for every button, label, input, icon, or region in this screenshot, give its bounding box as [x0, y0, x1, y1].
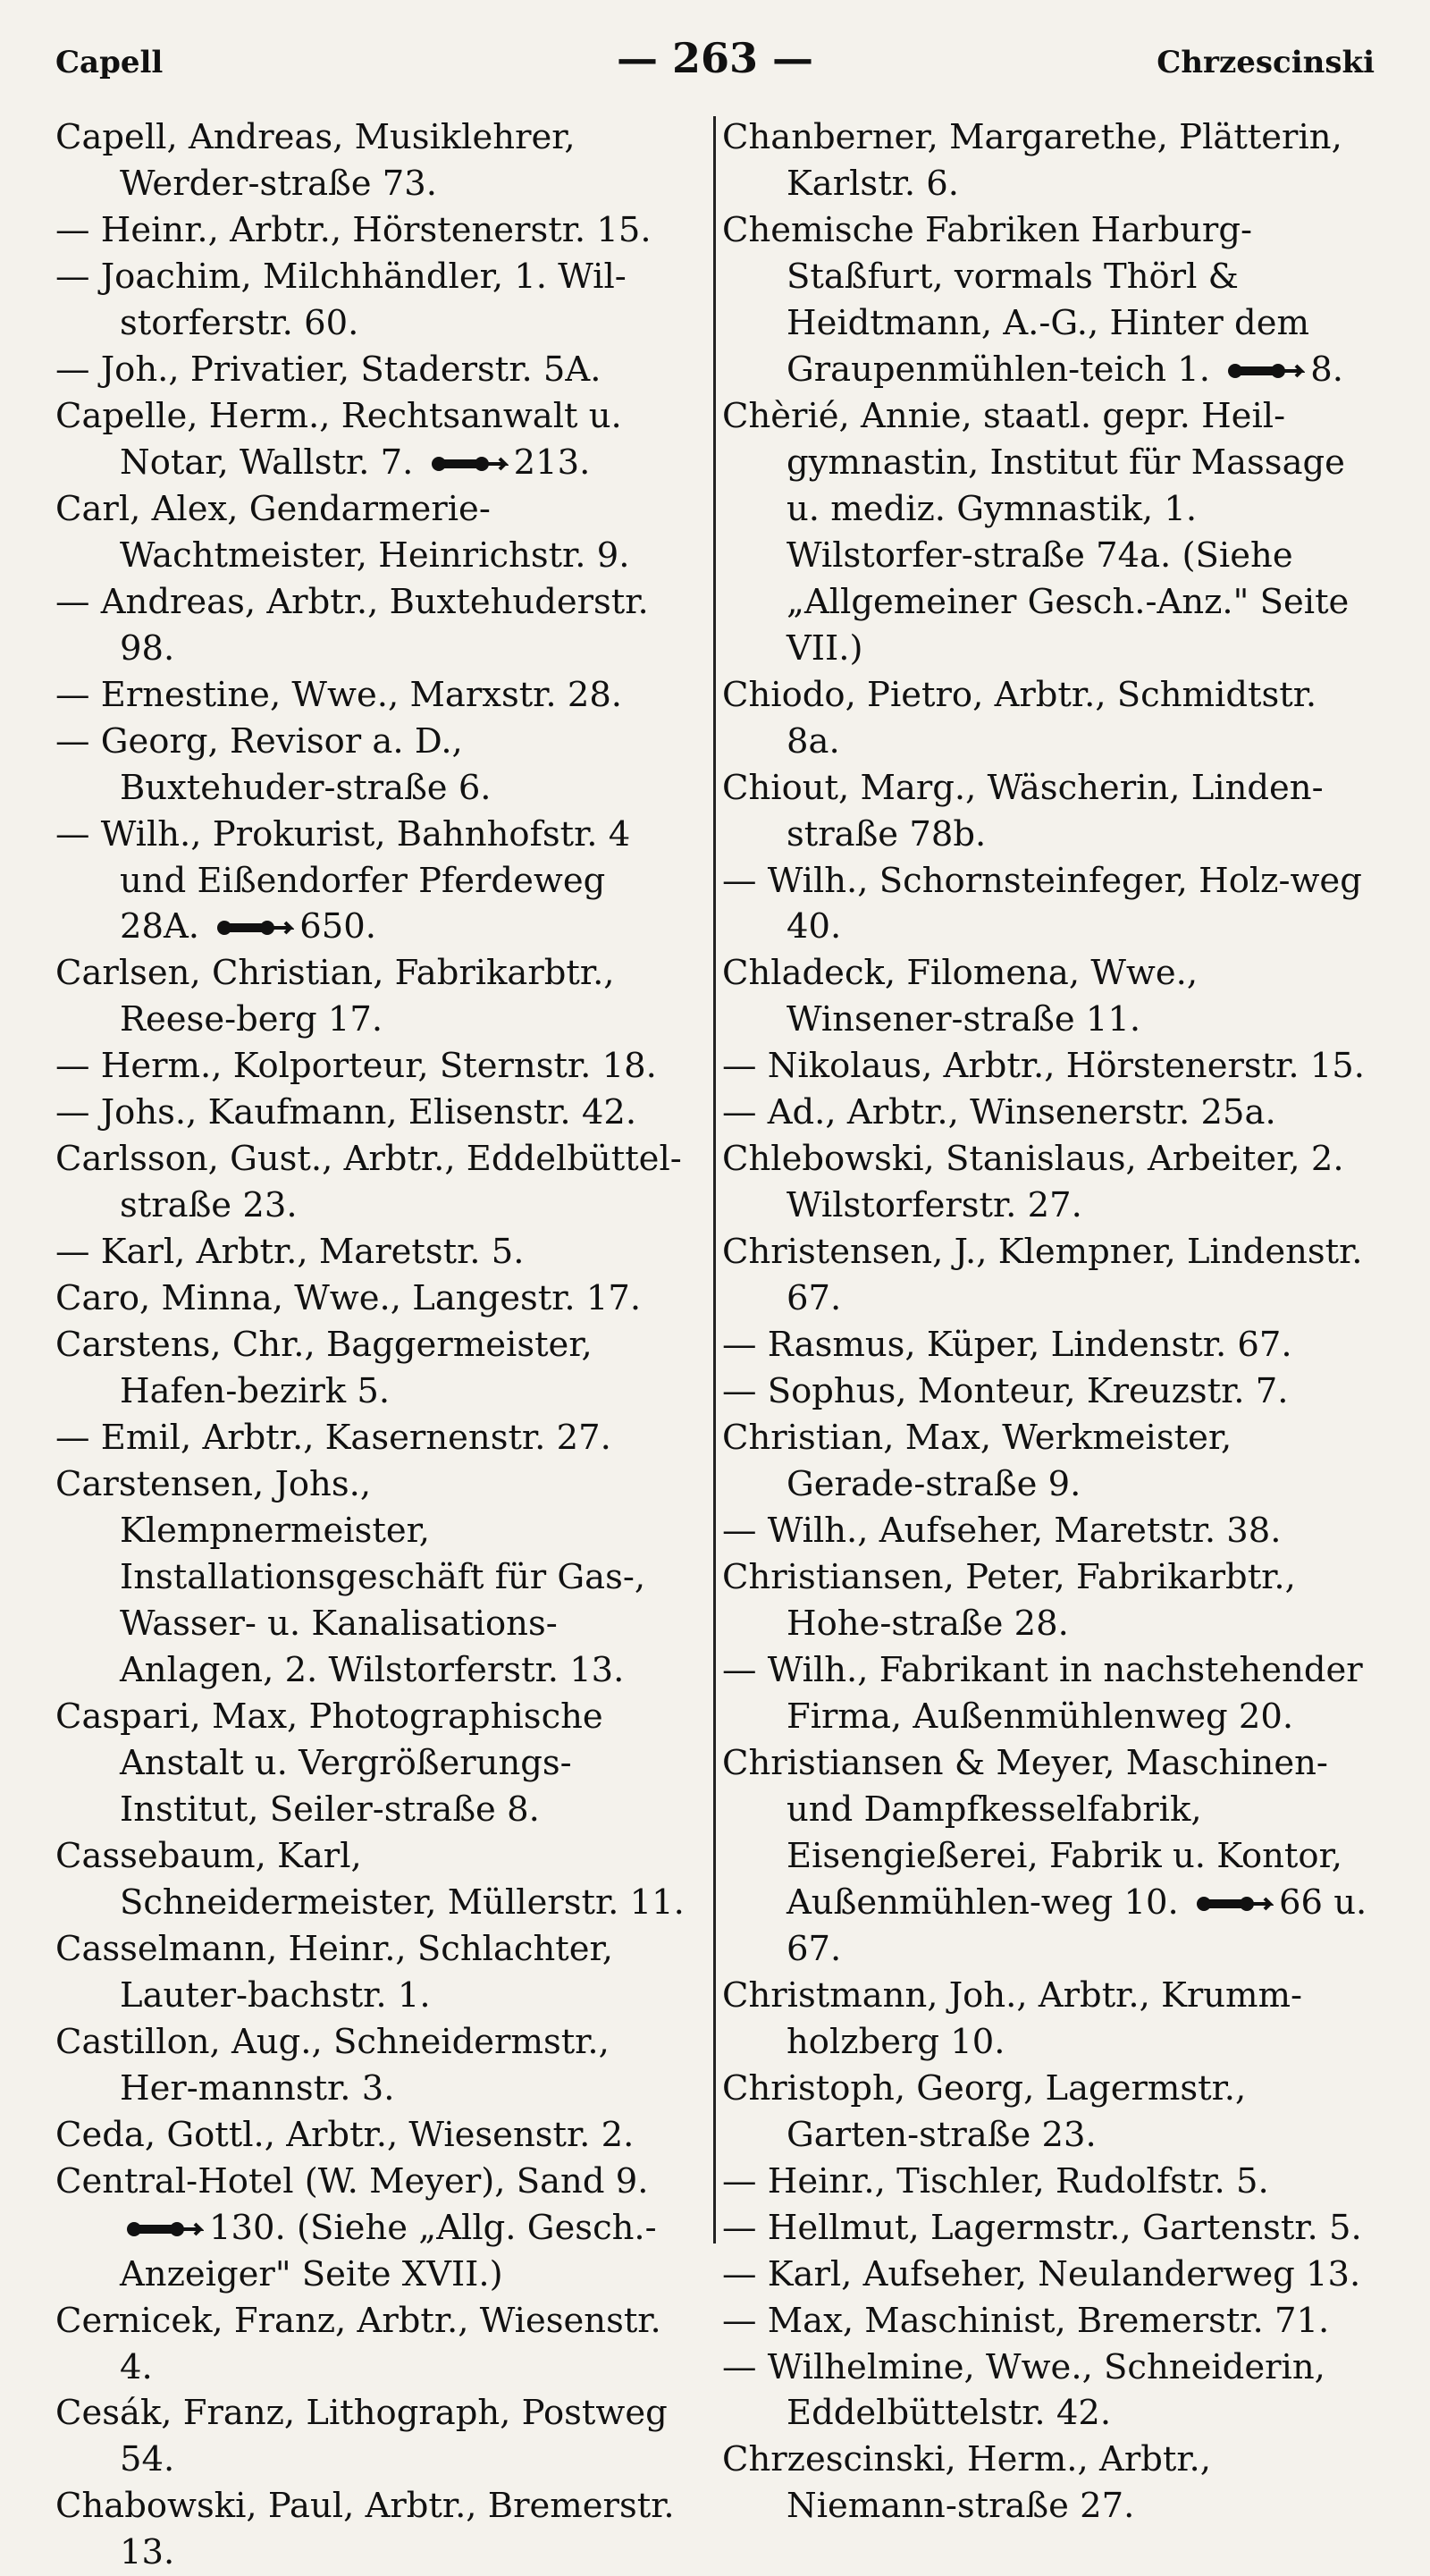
- directory-entry: [722, 1554, 1367, 1647]
- entry-text: Cassebaum, Karl, Schneidermeister, Müllerstr. 11.: [55, 1835, 685, 1923]
- directory-entry: [722, 672, 1367, 765]
- directory-entry: [722, 950, 1367, 1043]
- entry-text: Christiansen & Meyer, Maschinen- und Dampfkesselfabrik, Eisengießerei, Fabrik u. Kontor, Außenmühlen-weg 10.: [722, 1742, 1354, 1923]
- entry-text: — Karl, Arbtr., Maretstr. 5.: [55, 1232, 525, 1273]
- entry-text: — Wilh., Aufseher, Maretstr. 38.: [722, 1511, 1282, 1552]
- directory-entry: [722, 1368, 1367, 1415]
- column-divider: [713, 116, 716, 2243]
- directory-entry: [722, 2252, 1367, 2298]
- directory-entry: [55, 1275, 686, 1322]
- header-left-keyword: Capell: [55, 45, 164, 80]
- entry-text: — Heinr., Tischler, Rudolfstr. 5.: [722, 2160, 1269, 2201]
- entry-text: — Georg, Revisor a. D., Buxtehuder-straße 6.: [55, 720, 492, 808]
- telephone-receiver-icon: [215, 914, 294, 941]
- telephone-number: 8.: [1310, 349, 1344, 390]
- directory-entry: [722, 2159, 1367, 2205]
- directory-entry: [722, 1229, 1374, 1322]
- entry-text: — Emil, Arbtr., Kasernenstr. 27.: [55, 1418, 611, 1459]
- directory-entry: [55, 393, 686, 486]
- directory-entry: [55, 2298, 686, 2391]
- telephone-number: 130. (Siehe „Allg. Gesch.-Anzeiger" Seite XVII.): [120, 2207, 657, 2294]
- directory-entry: [55, 2483, 686, 2576]
- telephone-receiver-icon: [430, 450, 509, 477]
- entry-text: — Heinr., Arbtr., Hörstenerstr. 15.: [55, 209, 652, 250]
- entry-text: Chemische Fabriken Harburg-Staßfurt, vormals Thörl & Heidtmann, A.-G., Hinter dem Graupenmühlen-teich 1.: [722, 209, 1321, 390]
- left-column: [55, 114, 686, 2576]
- entry-text: — Andreas, Arbtr., Buxtehuderstr. 98.: [55, 581, 660, 669]
- entry-text: Capell, Andreas, Musiklehrer, Werder-straße 73.: [55, 117, 586, 204]
- directory-entry: [55, 1136, 686, 1229]
- entry-text: Ceda, Gottl., Arbtr., Wiesenstr. 2.: [55, 2114, 635, 2155]
- entry-text: — Herm., Kolporteur, Sternstr. 18.: [55, 1046, 657, 1087]
- entry-text: Chèrié, Annie, staatl. gepr. Heil-gymnastin, Institut für Massage u. mediz. Gymnastik, 1. Wilstorfer-straße 74a. (Siehe „Allgemeiner Gesch.-Anz." Seite VII.): [722, 395, 1360, 669]
- directory-entry: [55, 207, 686, 254]
- directory-entry: [722, 1136, 1367, 1229]
- page-header: [55, 34, 1375, 88]
- directory-entry: [55, 347, 686, 393]
- directory-entry: [722, 207, 1367, 393]
- entry-text: Christensen, J., Klempner, Lindenstr. 67.: [722, 1232, 1374, 1319]
- entry-text: Chiout, Marg., Wäscherin, Linden-straße 78b.: [722, 767, 1324, 854]
- directory-entry: [722, 2298, 1367, 2344]
- directory-entry: [55, 1833, 686, 1926]
- entry-text: — Hellmut, Lagermstr., Gartenstr. 5.: [722, 2207, 1362, 2248]
- entry-text: Christmann, Joh., Arbtr., Krumm-holzberg 10.: [722, 1974, 1303, 2062]
- page-number: — 263 —: [616, 34, 814, 82]
- directory-entry: [55, 486, 686, 579]
- directory-entry: [722, 1740, 1378, 1973]
- entry-text: Christoph, Georg, Lagermstr., Garten-straße 23.: [722, 2067, 1258, 2155]
- entry-text: Christian, Max, Werkmeister, Gerade-straße 9.: [722, 1418, 1243, 1505]
- directory-entry: [722, 393, 1367, 672]
- entry-text: Capelle, Herm., Rechtsanwalt u. Notar, Wallstr. 7.: [55, 395, 634, 483]
- entry-text: Casselmann, Heinr., Schlachter, Lauter-bachstr. 1.: [55, 1928, 625, 2016]
- directory-entry: [55, 672, 686, 719]
- telephone-number: 213.: [513, 442, 591, 483]
- entry-text: Chladeck, Filomena, Wwe., Winsener-straße 11.: [722, 953, 1209, 1040]
- entry-text: — Joachim, Milchhändler, 1. Wil-storferstr. 60.: [55, 256, 627, 343]
- telephone-receiver-icon: [125, 2216, 204, 2243]
- entry-text: — Johs., Kaufmann, Elisenstr. 42.: [55, 1092, 637, 1133]
- entry-text: — Rasmus, Küper, Lindenstr. 67.: [722, 1325, 1292, 1366]
- directory-entry: [722, 1043, 1367, 1090]
- directory-entry: [55, 1461, 686, 1694]
- telephone-receiver-icon: [1195, 1890, 1274, 1917]
- entry-text: Central-Hotel (W. Meyer), Sand 9.: [55, 2160, 649, 2201]
- header-right-keyword: Chrzescinski: [1157, 45, 1375, 80]
- entry-text: Castillon, Aug., Schneidermstr., Her-mannstr. 3.: [55, 2021, 621, 2109]
- entry-text: — Wilh., Prokurist, Bahnhofstr. 4 und Eißendorfer Pferdeweg 28A.: [55, 813, 642, 947]
- directory-entry: [55, 1694, 686, 1833]
- entry-text: — Wilhelmine, Wwe., Schneiderin, Eddelbüttelstr. 42.: [722, 2346, 1337, 2434]
- entry-text: — Wilh., Schornsteinfeger, Holz-weg 40.: [722, 860, 1374, 947]
- entry-text: Carl, Alex, Gendarmerie-Wachtmeister, Heinrichstr. 9.: [55, 488, 630, 576]
- entry-text: — Max, Maschinist, Bremerstr. 71.: [722, 2300, 1330, 2341]
- entry-text: Carlsen, Christian, Fabrikarbtr., Reese-berg 17.: [55, 953, 626, 1040]
- directory-entry: [55, 2159, 686, 2298]
- entry-text: Chanberner, Margarethe, Plätterin, Karlstr. 6.: [722, 117, 1354, 204]
- directory-entry: [722, 2066, 1367, 2159]
- entry-text: Christiansen, Peter, Fabrikarbtr., Hohe-straße 28.: [722, 1557, 1308, 1644]
- entry-text: Carlsson, Gust., Arbtr., Eddelbüttel-straße 23.: [55, 1139, 682, 1226]
- directory-entry: [722, 1647, 1374, 1740]
- directory-entry: [722, 1322, 1367, 1368]
- entry-text: — Wilh., Fabrikant in nachstehender Firma, Außenmühlenweg 20.: [722, 1649, 1374, 1737]
- directory-entry: [55, 719, 686, 812]
- directory-entry: [55, 1322, 686, 1415]
- entry-text: — Ernestine, Wwe., Marxstr. 28.: [55, 674, 623, 715]
- directory-entry: [722, 1415, 1367, 1508]
- directory-entry: [722, 1508, 1367, 1554]
- entry-text: Caspari, Max, Photographische Anstalt u. Vergrößerungs-Institut, Seiler-straße 8.: [55, 1696, 614, 1830]
- directory-entry: [722, 1973, 1367, 2066]
- directory-entry: [55, 1415, 686, 1461]
- telephone-number: 66 u. 67.: [786, 1881, 1378, 1969]
- directory-entry: [722, 2205, 1367, 2252]
- directory-entry: [722, 765, 1367, 858]
- entry-text: — Ad., Arbtr., Winsenerstr. 25a.: [722, 1092, 1276, 1133]
- entry-text: Cesák, Franz, Lithograph, Postweg 54.: [55, 2393, 679, 2480]
- entry-text: Chrzescinski, Herm., Arbtr., Niemann-straße 27.: [722, 2439, 1223, 2527]
- entry-text: Chabowski, Paul, Arbtr., Bremerstr. 13.: [55, 2486, 686, 2573]
- directory-entry: [722, 858, 1374, 951]
- entry-text: Chlebowski, Stanislaus, Arbeiter, 2. Wilstorferstr. 27.: [722, 1139, 1355, 1226]
- entry-text: — Sophus, Monteur, Kreuzstr. 7.: [722, 1371, 1289, 1412]
- telephone-number: 650.: [299, 906, 377, 947]
- directory-entry: [55, 114, 686, 207]
- entry-text: — Karl, Aufseher, Neulanderweg 13.: [722, 2253, 1361, 2294]
- entry-text: Chiodo, Pietro, Arbtr., Schmidtstr. 8a.: [722, 674, 1328, 762]
- directory-entry: [722, 1090, 1367, 1136]
- entry-text: — Joh., Privatier, Staderstr. 5A.: [55, 349, 601, 390]
- entry-text: Caro, Minna, Wwe., Langestr. 17.: [55, 1278, 642, 1319]
- directory-entry: [55, 950, 686, 1043]
- entry-text: Cernicek, Franz, Arbtr., Wiesenstr. 4.: [55, 2300, 672, 2387]
- directory-entry: [55, 254, 686, 347]
- telephone-receiver-icon: [1226, 358, 1305, 384]
- directory-entry: [722, 2344, 1367, 2437]
- entry-text: Carstensen, Johs., Klempnermeister, Installationsgeschäft für Gas-, Wasser- u. Kanalisations-Anlagen, 2. Wilstorferstr. 13.: [55, 1464, 657, 1690]
- entry-text: — Nikolaus, Arbtr., Hörstenerstr. 15.: [722, 1046, 1366, 1087]
- directory-entry: [55, 2019, 686, 2112]
- right-column: [722, 114, 1378, 2530]
- entry-text: Carstens, Chr., Baggermeister, Hafen-bezirk 5.: [55, 1325, 604, 1412]
- directory-entry: [55, 1090, 686, 1136]
- directory-entry: [55, 1043, 686, 1090]
- directory-entry: [55, 1926, 686, 2019]
- directory-entry: [722, 114, 1367, 207]
- directory-entry: [55, 2112, 686, 2159]
- directory-entry: [55, 812, 686, 951]
- directory-entry: [55, 2390, 686, 2483]
- directory-entry: [55, 1229, 686, 1275]
- directory-entry: [55, 579, 686, 672]
- directory-entry: [722, 2437, 1367, 2530]
